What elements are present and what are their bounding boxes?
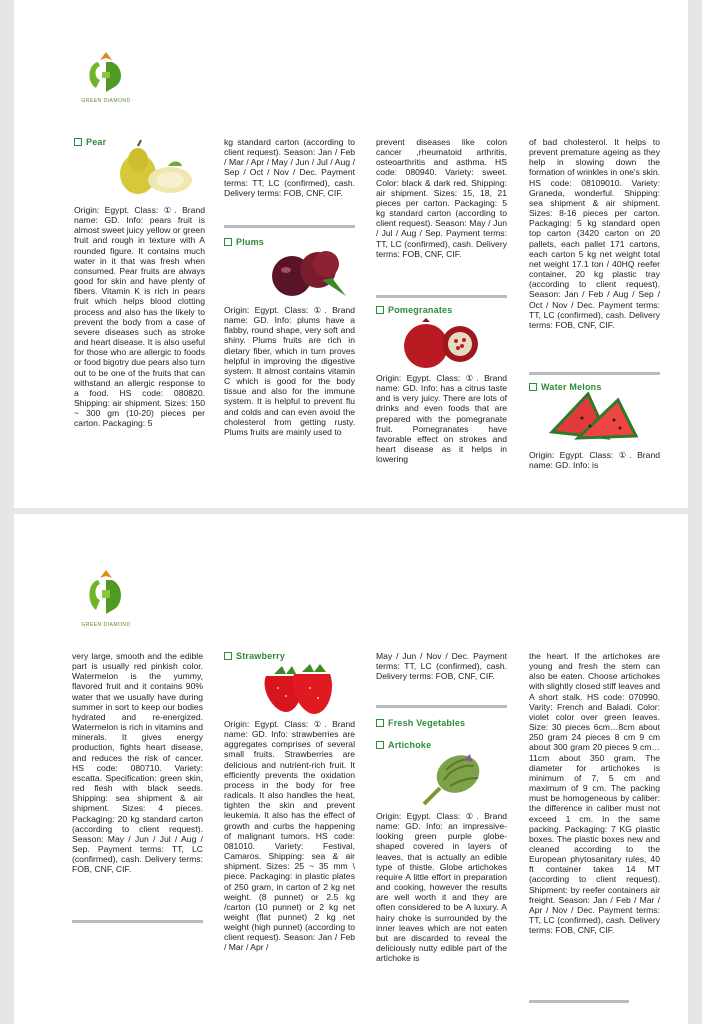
- pear-description: Origin: Egypt. Class: ①. Brand name: GD. Info: pears fruit is almost sweet juicy yellow or green fruit and rough in texture with A rounded figure. It contains much water in it that was fresh when consumed. Pear fruits are always good for skin and have plenty of fibers. Vitamin K is rich in pears fruit which helps blood clotting process and also has the likely to prevent the body from a case of severe diseases such as stroke and heart disease. It is also useful for those who are allergic to foods or food bigotry due pears also turn out to be one of the fruits that can withstand an allergic response to a food. HS code: 080820. Shipping: air shipment. Sizes: 150 ~ 300 gm (10-20) pieces per carton. Packaging: 5: [74, 205, 205, 429]
- section-divider: [224, 225, 355, 228]
- checkbox-bullet-icon: [529, 383, 537, 391]
- checkbox-bullet-icon: [224, 652, 232, 660]
- artichoke-section: [376, 740, 507, 750]
- pomegranates-heading-label: Pomegranates: [388, 305, 453, 315]
- checkbox-bullet-icon: [376, 741, 384, 749]
- checkbox-bullet-icon: [376, 719, 384, 727]
- strawberry-heading-label: Strawberry: [236, 651, 286, 661]
- artichoke-image: [420, 750, 486, 806]
- artichoke-heading: [376, 740, 507, 750]
- strawberry-description-continued: May / Jun / Nov / Dec. Payment terms: TT, LC (confirmed), cash. Delivery terms: FOB, CNF, CIF.: [376, 651, 507, 682]
- artichoke-description: Origin: Egypt. Class: ①. Brand name: GD. Info: an impressive-looking green purple globe-shaped covered in layers of leaves, that is actually an edible type of thistle. Globe artichokes require A little effort in preparation and cooking, however the results are well worth it and they are often considered to be A luxury. A hairy choke is surrounded by the inner leaves which are not eaten but are discarded to reveal the deliciously nutty edible part of the artichoke is: [376, 811, 507, 964]
- checkbox-bullet-icon: [74, 138, 82, 146]
- pomegranates-image: [396, 314, 488, 372]
- logo-text: GREEN DIAMOND: [81, 622, 131, 628]
- fresh-vegetables-section: [376, 718, 507, 728]
- pear-image: [102, 140, 202, 196]
- green-diamond-logo: [78, 48, 134, 104]
- pear-description-continued: kg standard carton (according to client request). Season: Jan / Feb / Mar / Apr / May / Jun / Jul / Aug / Sep / Oct / Nov / Dec. Payment terms: TT, LC (confirmed), cash. Delivery terms: FOB, CNF, CIF.: [224, 137, 355, 198]
- checkbox-bullet-icon: [224, 238, 232, 246]
- section-divider: [529, 372, 660, 375]
- watermelons-heading-label: Water Melons: [541, 382, 602, 392]
- watermelons-image: [548, 392, 640, 446]
- watermelons-description-continued: very large, smooth and the edible part is usually red pinkish color. Watermelon is the yummy, flavored fruit and it contains 90% water that we usually have during summer in sort to keep our bodies hydrated and re-energized. Watermelon is rich in vitamins and minerals. It gives energy production, fights heart disease, and reduces the risk of cancer. HS code: 080710. Variety: escatta. Specification: green skin, red flesh with black seeds. Shipping: sea shipment & air shipment. Sizes: 4 pieces. Packaging: 20 kg standard carton (according to client request). Season: May / Jun / Jul / Aug / Sep. Payment terms: TT, LC (confirmed), cash. Delivery terms: FOB, CNF, CIF.: [72, 651, 203, 875]
- plums-image: [262, 242, 352, 300]
- artichoke-description-continued: the heart. If the artichokes are young and fresh the stem can also be eaten. Choose artichokes with slightly closed stiff leaves and A short stalk. HS code: 070990. Varity: French and Baladi. Color: violet color over green leaves. Size: 30 pieces 6cm…8cm about 250 gram 24 pieces 8 cm 9 cm about 300 gram 20 pieces 9 cm…11cm about 350 gram. The diameter for artichokes is minimum of 7, 5 cm and maximum of 9 cm. The packing must be homogeneous by caliber: the difference in caliber must not exceed 1 cm. In the same packing. Packaging: 7 KG plastic boxes. The plastic boxes new and cleaned according to the European phytosanitary rules, 40 ft container takes 14 MT (according to client request). Shipment: by reefer containers air freight. Season: Jan / Feb / Mar / Apr / Nov / Dec. Payment terms: TT, LC (confirmed), cash. Delivery terms: FOB, CNF, CIF.: [529, 651, 660, 936]
- pomegranates-description: Origin: Egypt. Class: ①. Brand name: GD. Info: has a citrus taste and is very juicy. There are lots of drinks and even foods that are prepared with the pomegranate fruit. Pomegranates have favorable effect on strokes and heart disease as it helps in lowering: [376, 373, 507, 465]
- strawberry-description: Origin: Egypt. Class: ①. Brand name: GD. Info: strawberries are aggregates comprises of several small fruits. Strawberries are delicious and nutrient-rich fruit. It efficiently prevents the oxidation process in the body for free radicals. It also handles the heat, tighten the skin and prevent leukemia. It also has the effect of growth and curbs the happening of malignant tumors. HS code: 081010. Variety: Festival, Camaros. Shipping: sea & air shipment. Sizes: 25 ~ 35 mm \ piece. Packaging: in plastic plates of 250 gram, in carton of 2 kg net weight. (8 punnet) or 2.5 kg /carton (10 punnet) or 2 kg net weight (flat punnet) 2 kg net weight (high punnet) (according to client request). Season: Jan / Feb / Mar / Apr /: [224, 719, 355, 953]
- section-divider: [376, 295, 507, 298]
- fresh-vegetables-heading-label: Fresh Vegetables: [388, 718, 466, 728]
- green-diamond-logo: [78, 566, 134, 628]
- section-divider: [376, 705, 507, 708]
- watermelons-section: [529, 382, 660, 392]
- artichoke-heading-label: Artichoke: [388, 740, 432, 750]
- fresh-vegetables-heading: [376, 718, 507, 728]
- watermelons-heading: [529, 382, 660, 392]
- plums-description-continued: prevent diseases like colon cancer ,rheumatoid arthritis, osteoarthritis and asthma. HS code: 080940. Variety: sweet. Color: black & dark red. Shipping: air shipment. Sizes: 15, 18, 21 pieces per carton. Packaging: 5 kg standard carton (according to client request). Season: May / Jun / Jul / Aug / Sep. Payment terms: TT, LC (confirmed), cash. Delivery terms: FOB, CNF, CIF.: [376, 137, 507, 259]
- watermelons-description: Origin: Egypt. Class: ①. Brand name: GD. Info: is: [529, 450, 660, 471]
- catalog-page-1: [14, 0, 688, 508]
- checkbox-bullet-icon: [376, 306, 384, 314]
- plums-heading-label: Plums: [236, 237, 265, 247]
- catalog-page-2: [14, 514, 688, 1024]
- strawberry-image: [256, 660, 348, 716]
- logo-text: GREEN DIAMOND: [81, 98, 131, 104]
- section-divider: [72, 920, 203, 923]
- plums-description: Origin: Egypt. Class: ①. Brand name: GD. Info: plums have a flabby, round shape, very soft and shiny. Plums fruits are rich in dietary fiber, which in turn proves helpful in improving the digestive system. It almost contains vitamin C which is good for the body tissue and also for the immune system. It is helpful to prevent flu and colds and can even avoid the cholesterol from getting rusty. Plums fruits are mainly used to: [224, 305, 355, 437]
- pomegranates-description-continued: of bad cholesterol. It helps to prevent premature ageing as they help in slowing down the formation of wrinkles in one's skin. HS code: 08109010. Variety: Graneda, wonderful. Shipping: sea shipment & air shipment. Sizes: 8-16 pieces per carton. Packaging: 5 kg standard open top carton (3420 carton on 20 pallets, each pallet 171 cartons, each carton 5 kg net weight total net weight 17.1 ton / 40HQ reefer container, 20 kg plastic tray (according to client request). Season: Jan / Feb / Aug / Sep / Oct / Nov / Dec. Payment terms: TT, LC (confirmed), cash. Delivery terms: FOB, CNF, CIF.: [529, 137, 660, 330]
- pear-heading-label: Pear: [86, 137, 107, 147]
- section-divider: [529, 1000, 629, 1003]
